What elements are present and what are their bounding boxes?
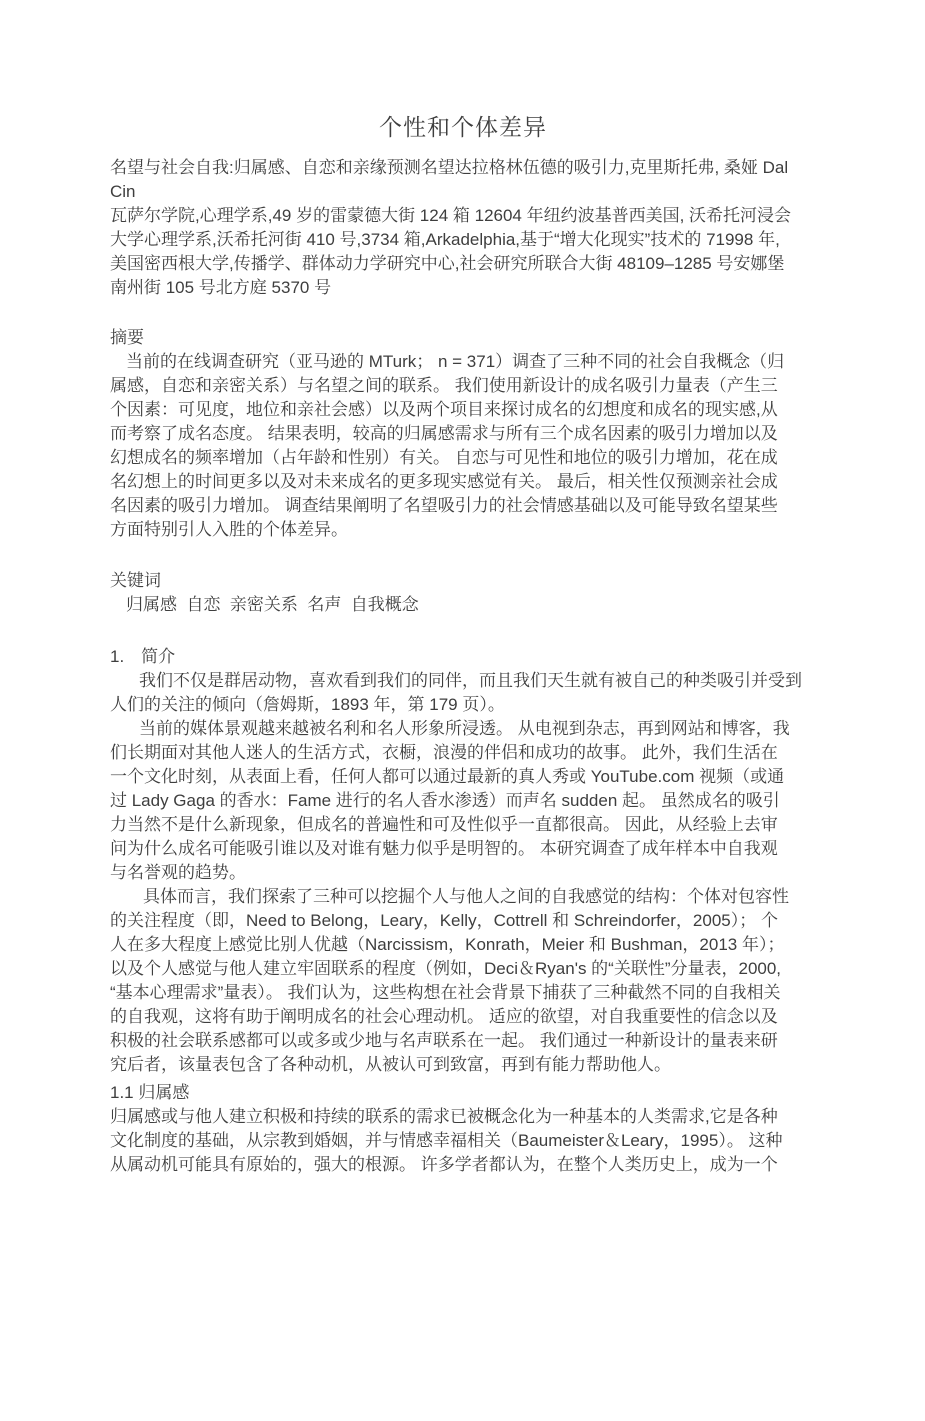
page-content bbox=[110, 113, 816, 1177]
text-line: 幻想成名的频率增加（占年龄和性别）有关。 自恋与可见性和地位的吸引力增加，花在成 bbox=[110, 448, 778, 467]
text-line: 与名誉观的趋势。 bbox=[110, 863, 246, 882]
text-line: “基本心理需求”量表）。 我们认为，这些构想在社会背景下捕获了三种截然不同的自我相关 bbox=[110, 983, 781, 1002]
text-line: 我们不仅是群居动物，喜欢看到我们的同伴，而且我们天生就有被自己的种类吸引并受到 bbox=[139, 671, 802, 690]
text-line: 当前的媒体景观越来越被名利和名人形象所浸透。 从电视到杂志，再到网站和博客，我 bbox=[139, 719, 790, 738]
text-line: 以及个人感觉与他人建立牢固联系的程度（例如，Deci＆Ryan's 的“关联性”分量表，2000, bbox=[110, 959, 782, 978]
text-line: 大学心理学系,沃希托河街 410 号,3734 箱,Arkadelphia,基于“增大化现实”技术的 71998 年, bbox=[110, 230, 780, 249]
text-line: 归属感或与他人建立积极和持续的联系的需求已被概念化为一种基本的人类需求,它是各种 bbox=[110, 1107, 778, 1126]
text-line: 瓦萨尔学院,心理学系,49 岁的雷蒙德大街 124 箱 12604 年纽约波基普西美国, 沃希托河浸会 bbox=[110, 206, 792, 225]
introduction-paragraph-2 bbox=[110, 717, 816, 885]
introduction-paragraph-3 bbox=[110, 885, 816, 1077]
text-line: 当前的在线调查研究（亚马逊的 MTurk； n = 371）调查了三种不同的社会自我概念（归 bbox=[126, 352, 785, 371]
text-line: 力当然不是什么新现象，但成名的普遍性和可及性似乎一直都很高。 因此，从经验上去审 bbox=[110, 815, 778, 834]
text-line: 从属动机可能具有原始的，强大的根源。 许多学者都认为，在整个人类历史上，成为一个 bbox=[110, 1155, 778, 1174]
text-line: Cin bbox=[110, 182, 136, 201]
abstract-text bbox=[110, 350, 816, 542]
text-line: 而考察了成名态度。 结果表明，较高的归属感需求与所有三个成名因素的吸引力增加以及 bbox=[110, 424, 778, 443]
text-line: 们长期面对其他人迷人的生活方式，衣橱，浪漫的伴侣和成功的故事。 此外，我们生活在 bbox=[110, 743, 778, 762]
text-line: 美国密西根大学,传播学、群体动力学研究中心,社会研究所联合大街 48109–1285 号安娜堡 bbox=[110, 254, 785, 273]
paper-title: 个性和个体差异 bbox=[379, 114, 547, 140]
author-affiliation bbox=[110, 156, 816, 300]
text-line: 属感，自恋和亲密关系）与名望之间的联系。 我们使用新设计的成名吸引力量表（产生三 bbox=[110, 376, 778, 395]
text-line: 的自我观，这将有助于阐明成名的社会心理动机。 适应的欲望，对自我重要性的信念以及 bbox=[110, 1007, 778, 1026]
belongingness-text bbox=[110, 1105, 816, 1177]
text-line: 方面特别引人入胜的个体差异。 bbox=[110, 520, 348, 539]
text-line: 人在多大程度上感觉比别人优越（Narcissism，Konrath，Meier 和 Bushman，2013 年）； bbox=[110, 935, 785, 954]
text-line: 文化制度的基础，从宗教到婚姻，并与情感幸福相关（Baumeister＆Leary，1995）。 这种 bbox=[110, 1131, 783, 1150]
text-line: 具体而言，我们探索了三种可以挖掘个人与他人之间的自我感觉的结构：个体对包容性 bbox=[143, 887, 789, 906]
abstract-heading: 摘要 bbox=[110, 328, 144, 347]
text-line: 问为什么成名可能吸引谁以及对谁有魅力似乎是明智的。 本研究调查了成年样本中自我观 bbox=[110, 839, 778, 858]
text-line: 名幻想上的时间更多以及对未来成名的更多现实感觉有关。 最后，相关性仅预测亲社会成 bbox=[110, 472, 778, 491]
document-page bbox=[0, 113, 925, 1421]
belongingness-heading: 1.1 归属感 bbox=[110, 1083, 190, 1102]
text-line: 积极的社会联系感都可以或多或少地与名声联系在一起。 我们通过一种新设计的量表来研 bbox=[110, 1031, 778, 1050]
text-line: 归属感 自恋 亲密关系 名声 自我概念 bbox=[126, 595, 419, 614]
introduction-paragraph-1 bbox=[110, 669, 816, 717]
text-line: 一个文化时刻，从表面上看，任何人都可以通过最新的真人秀或 YouTube.com 视频（或通 bbox=[110, 767, 785, 786]
text-line: 南州街 105 号北方庭 5370 号 bbox=[110, 278, 332, 297]
text-line: 人们的关注的倾向（詹姆斯，1893 年，第 179 页）。 bbox=[110, 695, 505, 714]
text-line: 名因素的吸引力增加。 调查结果阐明了名望吸引力的社会情感基础以及可能导致名望某些 bbox=[110, 496, 778, 515]
introduction-heading: 1. 简介 bbox=[110, 647, 176, 666]
text-line: 名望与社会自我:归属感、自恋和亲缘预测名望达拉格林伍德的吸引力,克里斯托弗, 桑娅 Dal bbox=[110, 158, 789, 177]
text-line: 个因素：可见度，地位和亲社会感）以及两个项目来探讨成名的幻想度和成名的现实感,从 bbox=[110, 400, 778, 419]
keywords-text bbox=[110, 593, 816, 617]
keywords-heading: 关键词 bbox=[110, 571, 161, 590]
text-line: 的关注程度（即，Need to Belong，Leary，Kelly，Cottrell 和 Schreindorfer，2005）； 个 bbox=[110, 911, 778, 930]
text-line: 究后者，该量表包含了各种动机，从被认可到致富，再到有能力帮助他人。 bbox=[110, 1055, 671, 1074]
text-line: 过 Lady Gaga 的香水：Fame 进行的名人香水渗透）而声名 sudden 起。 虽然成名的吸引 bbox=[110, 791, 780, 810]
